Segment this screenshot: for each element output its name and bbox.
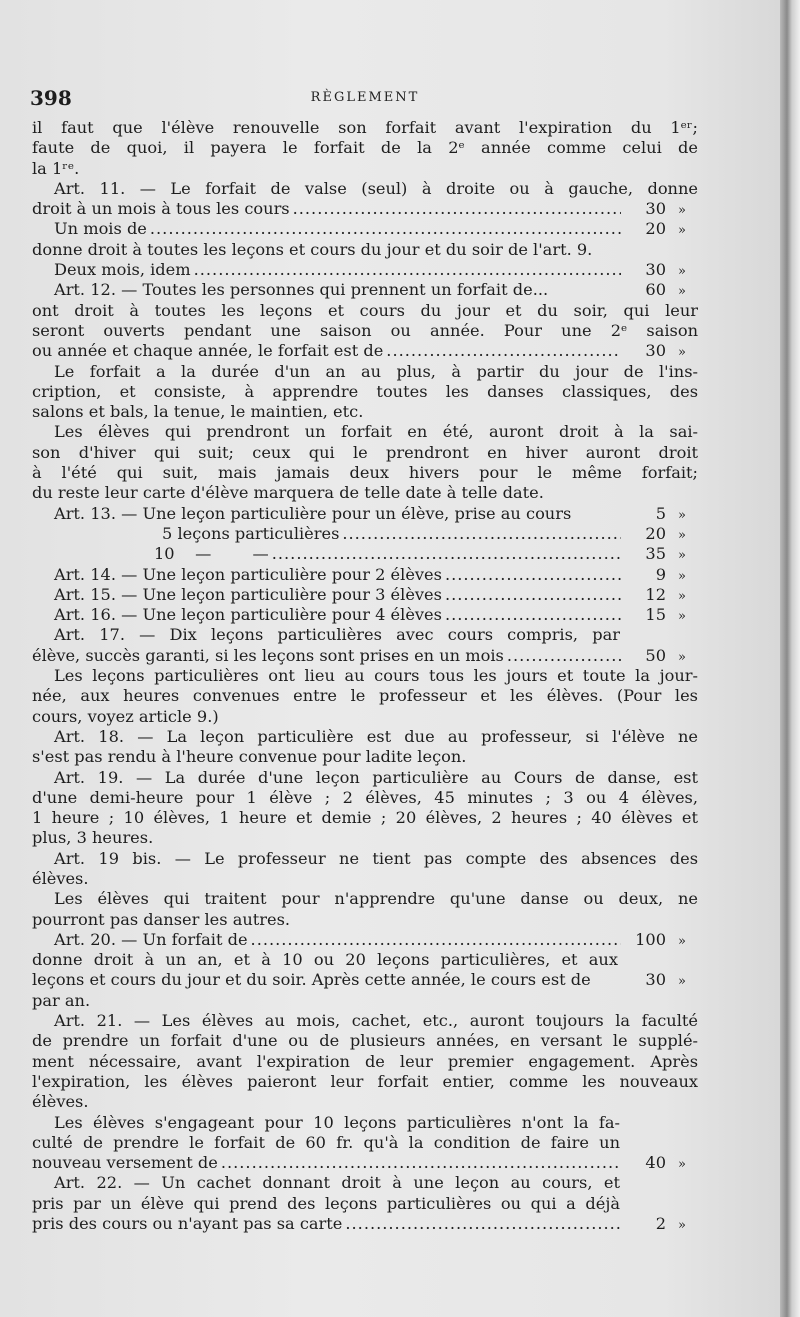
price-unit: » — [678, 1157, 686, 1173]
text-line — [32, 889, 698, 909]
tariff-line — [32, 544, 698, 564]
price-unit: » — [678, 588, 686, 604]
price-unit: » — [678, 548, 686, 564]
line-text: Art. 14. — Une leçon particulière pour 2 élèves — [54, 564, 442, 584]
text-line — [32, 483, 698, 503]
line-text: du reste leur carte d'élève marquera de telle date à telle date. — [32, 483, 544, 503]
line-text: Art. 22. — Un cachet donnant droit à une leçon au cours, et — [54, 1173, 620, 1193]
dot-leader — [345, 1214, 621, 1234]
text-line — [32, 463, 698, 483]
text-line — [32, 666, 698, 686]
text-line — [32, 1133, 698, 1153]
tariff-line — [32, 585, 698, 605]
line-text: il faut que l'élève renouvelle son forfait avant l'expiration du 1ᵉʳ; — [32, 118, 698, 137]
line-text: Les élèves qui prendront un forfait en été, auront droit à la sai- — [54, 422, 698, 442]
dot-leader — [221, 1153, 621, 1173]
tariff-line — [32, 930, 698, 950]
text-line — [32, 179, 698, 199]
line-text: Art. 20. — Un forfait de — [54, 929, 248, 949]
line-text: Les élèves qui traitent pour n'apprendre qu'une danse ou deux, ne — [54, 889, 698, 909]
line-text: droit à un mois à tous les cours — [32, 199, 290, 219]
text-line — [32, 1173, 698, 1193]
dot-leader — [386, 341, 621, 361]
page-edge — [780, 0, 800, 1317]
tariff-line — [32, 219, 698, 239]
dot-leader — [293, 199, 621, 219]
dot-leader — [194, 260, 621, 280]
text-line — [32, 1011, 698, 1031]
text-line — [32, 362, 698, 382]
line-text: faute de quoi, il payera le forfait de la 2ᵉ année comme celui de — [32, 138, 698, 158]
price-amount: 30 — [645, 341, 666, 361]
dot-leader — [445, 585, 621, 605]
line-text: de prendre un forfait d'une ou de plusieurs années, en versant le supplé- — [32, 1031, 698, 1051]
price-unit: » — [678, 507, 686, 523]
text-line — [32, 301, 698, 321]
line-text: Art. 17. — Dix leçons particulières avec cours compris, par — [54, 625, 620, 645]
line-text: Deux mois, idem — [54, 260, 191, 280]
price-amount: 12 — [645, 584, 666, 604]
text-line — [32, 707, 698, 727]
price-amount: 40 — [645, 1153, 666, 1173]
price-unit: » — [678, 223, 686, 239]
price-amount: 5 — [655, 503, 666, 523]
price-amount: 60 — [645, 280, 666, 300]
tariff-line — [32, 199, 698, 219]
text-line — [32, 768, 698, 788]
text-line — [32, 910, 698, 930]
tariff-line — [32, 524, 698, 544]
price-amount: 30 — [645, 199, 666, 219]
line-text: Art. 13. — Une leçon particulière pour un élève, prise au cours — [54, 503, 572, 523]
text-line — [32, 808, 698, 828]
line-text: seront ouverts pendant une saison ou année. Pour une 2ᵉ saison — [32, 320, 698, 340]
text-line — [32, 1113, 698, 1133]
tariff-line — [32, 260, 698, 280]
dot-leader — [445, 565, 621, 585]
text-line — [32, 950, 698, 970]
line-text: nouveau versement de — [32, 1153, 218, 1173]
line-text: Art. 21. — Les élèves au mois, cachet, etc., auront toujours la faculté — [54, 1011, 698, 1031]
text-line — [32, 686, 698, 706]
price-unit: » — [678, 649, 686, 665]
text-line — [32, 382, 698, 402]
page-header — [30, 86, 700, 112]
line-text: ou année et chaque année, le forfait est de — [32, 341, 384, 361]
line-text: l'expiration, les élèves paieront leur forfait entier, comme les nouveaux — [32, 1071, 698, 1091]
text-line — [32, 1072, 698, 1092]
page-number: 398 — [30, 86, 72, 110]
line-text: Les leçons particulières ont lieu au cours tous les jours et toute la jour- — [54, 666, 698, 686]
price-unit: » — [678, 568, 686, 584]
line-text: donne droit à un an, et à 10 ou 20 leçons particulières, et aux — [32, 950, 618, 970]
tariff-line — [32, 1214, 698, 1234]
dot-leader — [445, 605, 621, 625]
text-line — [32, 788, 698, 808]
text-line — [32, 321, 698, 341]
tariff-line — [32, 1153, 698, 1173]
line-text: Le forfait a la durée d'un an au plus, à partir du jour de l'ins- — [54, 361, 698, 381]
line-text: pris par un élève qui prend des leçons particulières ou qui a déjà — [32, 1193, 620, 1213]
text-line — [32, 159, 698, 179]
text-line — [32, 402, 698, 422]
line-text: donne droit à toutes les leçons et cours du jour et du soir de l'art. 9. — [32, 239, 593, 259]
price-amount: 30 — [645, 970, 666, 990]
line-text: son d'hiver qui suit; ceux qui le prendront en hiver auront droit — [32, 442, 698, 462]
price-unit: » — [678, 203, 686, 219]
line-text: Art. 16. — Une leçon particulière pour 4 élèves — [54, 605, 442, 625]
text-line — [32, 1031, 698, 1051]
price-unit: » — [678, 264, 686, 280]
line-text: Art. 11. — Le forfait de valse (seul) à droite ou à gauche, donne — [54, 178, 698, 198]
line-text: élève, succès garanti, si les leçons sont prises en un mois — [32, 645, 504, 665]
line-text: plus, 3 heures. — [32, 828, 154, 848]
text-line — [32, 869, 698, 889]
line-text: 1 heure ; 10 élèves, 1 heure et demie ; 20 élèves, 2 heures ; 40 élèves et — [32, 808, 698, 828]
line-text: d'une demi-heure pour 1 élève ; 2 élèves, 45 minutes ; 3 ou 4 élèves, — [32, 787, 698, 807]
tariff-line — [32, 341, 698, 361]
line-text: Art. 19. — La durée d'une leçon particulière au Cours de danse, est — [54, 767, 698, 787]
price-amount: 9 — [655, 564, 666, 584]
price-unit: » — [678, 974, 686, 990]
line-text: cription, et consiste, à apprendre toutes les danses classiques, des — [32, 381, 698, 401]
text-line — [32, 422, 698, 442]
line-text: élèves. — [32, 1092, 89, 1112]
line-text: s'est pas rendu à l'heure convenue pour ladite leçon. — [32, 747, 467, 767]
price-amount: 50 — [645, 645, 666, 665]
tariff-line — [32, 970, 698, 990]
tariff-line — [32, 280, 698, 300]
tariff-line — [32, 646, 698, 666]
line-text: Les élèves s'engageant pour 10 leçons particulières n'ont la fa- — [54, 1112, 620, 1132]
price-amount: 20 — [645, 523, 666, 543]
dot-leader — [251, 930, 621, 950]
line-text: née, aux heures convenues entre le professeur et les élèves. (Pour les — [32, 686, 698, 706]
line-text: ment nécessaire, avant l'expiration de leur premier engagement. Après — [32, 1051, 698, 1071]
price-amount: 100 — [635, 929, 666, 949]
line-text: 10 — — — [154, 544, 269, 564]
line-text: à l'été qui suit, mais jamais deux hivers pour le même forfait; — [32, 463, 698, 483]
price-unit: » — [678, 609, 686, 625]
price-unit: » — [678, 284, 686, 300]
line-text: Art. 12. — Toutes les personnes qui prennent un forfait de... — [54, 280, 549, 300]
price-unit: » — [678, 345, 686, 361]
line-text: leçons et cours du jour et du soir. Après cette année, le cours est de — [32, 970, 591, 990]
line-text: la 1ʳᵉ. — [32, 158, 80, 178]
dot-leader — [272, 544, 621, 564]
line-text: élèves. — [32, 868, 89, 888]
regulation-text — [32, 118, 698, 1234]
line-text: ont droit à toutes les leçons et cours du jour et du soir, qui leur — [32, 300, 698, 320]
dot-leader — [342, 524, 621, 544]
line-text: salons et bals, la tenue, le maintien, etc. — [32, 402, 364, 422]
price-amount: 20 — [645, 219, 666, 239]
price-unit: » — [678, 1218, 686, 1234]
text-line — [32, 727, 698, 747]
tariff-line — [32, 565, 698, 585]
line-text: Art. 15. — Une leçon particulière pour 3 élèves — [54, 584, 442, 604]
price-amount: 2 — [655, 1214, 666, 1234]
tariff-line — [32, 605, 698, 625]
line-text: Art. 18. — La leçon particulière est due au professeur, si l'élève ne — [54, 726, 698, 746]
text-line — [32, 747, 698, 767]
text-line — [32, 991, 698, 1011]
line-text: culté de prendre le forfait de 60 fr. qu'à la condition de faire un — [32, 1132, 620, 1152]
text-line — [32, 443, 698, 463]
line-text: pris des cours ou n'ayant pas sa carte — [32, 1214, 343, 1234]
line-text: 5 leçons particulières — [162, 523, 340, 543]
tariff-line — [32, 504, 698, 524]
text-line — [32, 1194, 698, 1214]
text-line — [32, 1092, 698, 1112]
line-text: par an. — [32, 990, 91, 1010]
price-unit: » — [678, 933, 686, 949]
price-amount: 35 — [645, 544, 666, 564]
line-text: Art. 19 bis. — Le professeur ne tient pas compte des absences des — [54, 848, 698, 868]
text-line — [32, 625, 698, 645]
text-line — [32, 118, 698, 138]
price-amount: 15 — [645, 605, 666, 625]
running-head: RÈGLEMENT — [310, 90, 420, 105]
text-line — [32, 849, 698, 869]
dot-leader — [507, 646, 621, 666]
text-line — [32, 828, 698, 848]
price-amount: 30 — [645, 260, 666, 280]
dot-leader — [150, 219, 621, 239]
price-unit: » — [678, 527, 686, 543]
text-line — [32, 1052, 698, 1072]
text-line — [32, 240, 698, 260]
text-line — [32, 138, 698, 158]
line-text: Un mois de — [54, 219, 147, 239]
line-text: pourront pas danser les autres. — [32, 909, 291, 929]
line-text: cours, voyez article 9.) — [32, 706, 219, 726]
